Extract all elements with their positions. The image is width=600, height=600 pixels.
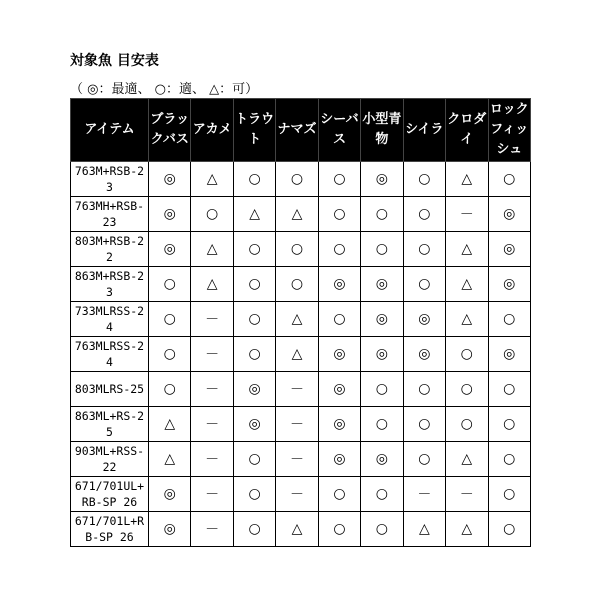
rating-cell	[361, 337, 403, 372]
rating-cell	[233, 302, 275, 337]
rating-mark: ○	[503, 486, 516, 502]
rating-cell	[149, 337, 191, 372]
rating-mark: ○	[248, 276, 261, 292]
rating-mark: －	[459, 487, 474, 503]
rating-cell	[318, 197, 360, 232]
rating-mark: ○	[333, 241, 346, 257]
rating-mark: △	[461, 241, 473, 257]
rating-mark: ○	[163, 346, 176, 362]
rating-cell	[403, 477, 445, 512]
rating-cell	[488, 372, 531, 407]
rating-cell	[191, 442, 233, 477]
column-header-catfish: ナマズ	[276, 99, 318, 162]
rating-mark: ○	[418, 451, 431, 467]
rating-cell	[276, 442, 318, 477]
table-row	[71, 372, 531, 407]
rating-mark: ○	[333, 171, 346, 187]
rating-cell	[233, 267, 275, 302]
rating-cell	[149, 477, 191, 512]
rating-cell	[233, 477, 275, 512]
rating-mark: －	[290, 487, 305, 503]
rating-cell	[446, 162, 488, 197]
rating-mark: ◎	[418, 346, 431, 362]
rating-mark: ○	[460, 346, 473, 362]
rating-mark: ○	[163, 276, 176, 292]
rating-cell	[318, 372, 360, 407]
rating-cell	[191, 372, 233, 407]
rating-cell	[149, 372, 191, 407]
item-cell: 863ML+RS-25	[71, 407, 149, 442]
rating-mark: ○	[290, 276, 304, 292]
table-row	[71, 232, 531, 267]
rating-cell	[446, 197, 488, 232]
header-row	[71, 99, 531, 162]
rating-cell	[191, 302, 233, 337]
item-cell: 763MLRSS-24	[71, 337, 149, 372]
rating-mark: ◎	[248, 416, 261, 432]
rating-mark: △	[291, 206, 303, 222]
rating-mark: ◎	[163, 521, 176, 537]
rating-cell	[233, 162, 275, 197]
rating-cell	[403, 232, 445, 267]
table-row	[71, 442, 531, 477]
rating-mark: ◎	[503, 206, 516, 222]
rating-cell	[191, 197, 233, 232]
rating-cell	[149, 162, 191, 197]
rating-cell	[191, 512, 233, 547]
column-header-akame: アカメ	[191, 99, 233, 162]
rating-cell	[191, 337, 233, 372]
rating-mark: ◎	[333, 381, 346, 397]
rating-mark: ○	[375, 206, 389, 222]
rating-mark: ○	[375, 241, 389, 257]
rating-cell	[446, 232, 488, 267]
rating-cell	[233, 407, 275, 442]
column-header-mahi-mahi: シイラ	[403, 99, 445, 162]
rating-mark: ◎	[333, 416, 346, 432]
rating-mark: △	[206, 171, 218, 187]
rating-cell	[446, 407, 488, 442]
rating-mark: ○	[290, 171, 304, 187]
rating-mark: ◎	[248, 381, 261, 397]
item-cell: 803M+RSB-22	[71, 232, 149, 267]
rating-mark: ○	[503, 451, 516, 467]
rating-mark: ○	[460, 381, 473, 397]
rating-cell	[149, 442, 191, 477]
rating-cell	[149, 302, 191, 337]
rating-cell	[191, 407, 233, 442]
rating-cell	[318, 442, 360, 477]
rating-mark: △	[164, 416, 176, 432]
rating-cell	[488, 337, 531, 372]
rating-cell	[488, 477, 531, 512]
rating-mark: －	[290, 382, 305, 398]
rating-cell	[233, 232, 275, 267]
table-title: 対象魚 目安表	[70, 53, 159, 69]
rating-mark: －	[290, 452, 305, 468]
rating-cell	[403, 267, 445, 302]
rating-cell	[488, 267, 531, 302]
rating-mark: ○	[418, 276, 431, 292]
rating-mark: ○	[248, 311, 261, 327]
table-row	[71, 197, 531, 232]
table-row	[71, 512, 531, 547]
item-cell: 763M+RSB-23	[71, 162, 149, 197]
rating-mark: －	[205, 452, 220, 468]
rating-mark: ○	[375, 416, 389, 432]
rating-cell	[191, 267, 233, 302]
rating-cell	[233, 442, 275, 477]
rating-mark: ○	[375, 381, 389, 397]
rating-cell	[149, 407, 191, 442]
target-fish-table	[70, 98, 531, 547]
rating-mark: ○	[503, 171, 516, 187]
rating-mark: ○	[418, 381, 431, 397]
rating-cell	[318, 337, 360, 372]
rating-mark: ○	[248, 241, 261, 257]
column-header-black-bass: ブラックバス	[149, 99, 191, 162]
rating-mark: －	[459, 207, 474, 223]
rating-cell	[318, 267, 360, 302]
rating-cell	[276, 267, 318, 302]
rating-cell	[446, 337, 488, 372]
rating-cell	[361, 162, 403, 197]
rating-mark: ○	[375, 486, 389, 502]
rating-cell	[318, 302, 360, 337]
rating-mark: －	[205, 382, 220, 398]
rating-mark: －	[205, 312, 220, 328]
rating-mark: ○	[503, 521, 516, 537]
rating-cell	[191, 232, 233, 267]
rating-mark: ○	[248, 521, 261, 537]
rating-cell	[318, 232, 360, 267]
rating-cell	[446, 512, 488, 547]
rating-cell	[149, 197, 191, 232]
rating-mark: ◎	[503, 346, 516, 362]
rating-mark: －	[205, 417, 220, 433]
table-row	[71, 267, 531, 302]
rating-cell	[446, 477, 488, 512]
rating-cell	[488, 197, 531, 232]
rating-cell	[276, 197, 318, 232]
rating-cell	[446, 302, 488, 337]
rating-mark: ○	[418, 241, 431, 257]
rating-mark: ◎	[375, 171, 389, 187]
column-header-small-bluefish: 小型青物	[361, 99, 403, 162]
rating-cell	[149, 512, 191, 547]
rating-cell	[149, 267, 191, 302]
rating-mark: △	[206, 276, 218, 292]
column-header-black-porgy: クロダイ	[446, 99, 488, 162]
rating-mark: △	[164, 451, 176, 467]
rating-mark: △	[461, 311, 473, 327]
rating-mark: △	[418, 521, 430, 537]
rating-mark: －	[417, 487, 432, 503]
rating-cell	[403, 162, 445, 197]
rating-mark: ◎	[163, 241, 176, 257]
rating-cell	[403, 197, 445, 232]
column-header-trout: トラウト	[233, 99, 275, 162]
rating-cell	[361, 232, 403, 267]
rating-mark: －	[205, 487, 220, 503]
rating-cell	[361, 267, 403, 302]
rating-mark: ◎	[503, 241, 516, 257]
rating-mark: ○	[248, 451, 261, 467]
rating-mark: ◎	[375, 276, 389, 292]
rating-cell	[191, 477, 233, 512]
rating-cell	[318, 162, 360, 197]
rating-mark: ○	[418, 171, 431, 187]
rating-mark: ○	[163, 381, 176, 397]
rating-cell	[446, 267, 488, 302]
rating-cell	[318, 407, 360, 442]
rating-cell	[403, 372, 445, 407]
rating-cell	[361, 407, 403, 442]
rating-mark: ◎	[333, 276, 346, 292]
rating-mark: △	[249, 206, 260, 222]
rating-mark: △	[461, 521, 473, 537]
rating-mark: ○	[163, 311, 176, 327]
rating-cell	[446, 372, 488, 407]
rating-mark: ◎	[163, 206, 176, 222]
rating-cell	[361, 372, 403, 407]
rating-cell	[361, 197, 403, 232]
rating-mark: △	[461, 171, 473, 187]
rating-cell	[446, 442, 488, 477]
rating-mark: △	[291, 311, 303, 327]
legend: （ ◎：最適、 ○：適、 △：可）	[70, 82, 259, 97]
column-header-seabass: シーバス	[318, 99, 360, 162]
rating-cell	[488, 302, 531, 337]
rating-mark: ◎	[375, 451, 389, 467]
rating-mark: △	[461, 276, 473, 292]
column-header-rockfish: ロックフィッシュ	[488, 99, 531, 162]
column-header-item: アイテム	[71, 99, 149, 162]
item-cell: 903ML+RSS-22	[71, 442, 149, 477]
rating-cell	[276, 477, 318, 512]
rating-cell	[488, 442, 531, 477]
rating-cell	[149, 232, 191, 267]
rating-cell	[276, 372, 318, 407]
rating-cell	[233, 337, 275, 372]
rating-mark: ○	[418, 206, 431, 222]
rating-mark: ○	[333, 486, 346, 502]
rating-mark: ○	[206, 206, 219, 222]
rating-cell	[318, 512, 360, 547]
rating-mark: ○	[460, 416, 473, 432]
table-row	[71, 162, 531, 197]
rating-mark: ○	[418, 416, 431, 432]
rating-mark: ◎	[503, 276, 516, 292]
rating-mark: ◎	[418, 311, 431, 327]
rating-cell	[403, 337, 445, 372]
rating-cell	[276, 512, 318, 547]
item-cell: 733MLRSS-24	[71, 302, 149, 337]
rating-mark: ○	[248, 486, 261, 502]
rating-mark: △	[291, 521, 303, 537]
rating-mark: ◎	[163, 171, 176, 187]
table-row	[71, 302, 531, 337]
rating-cell	[233, 512, 275, 547]
rating-cell	[276, 232, 318, 267]
rating-mark: ◎	[375, 311, 389, 327]
item-cell: 671/701UL+RB-SP 26	[71, 477, 149, 512]
rating-cell	[488, 232, 531, 267]
item-cell: 863M+RSB-23	[71, 267, 149, 302]
rating-mark: ○	[248, 171, 261, 187]
rating-mark: ○	[375, 521, 389, 537]
item-cell: 803MLRS-25	[71, 372, 149, 407]
rating-cell	[276, 302, 318, 337]
rating-cell	[276, 407, 318, 442]
rating-mark: △	[291, 346, 303, 362]
rating-cell	[361, 442, 403, 477]
rating-cell	[488, 162, 531, 197]
rating-cell	[488, 407, 531, 442]
rating-mark: ○	[503, 416, 516, 432]
rating-cell	[233, 197, 275, 232]
rating-mark: －	[290, 417, 305, 433]
rating-mark: ○	[503, 311, 516, 327]
rating-mark: ○	[290, 241, 304, 257]
item-cell: 763MH+RSB-23	[71, 197, 149, 232]
table-row	[71, 337, 531, 372]
table-row	[71, 407, 531, 442]
rating-cell	[361, 512, 403, 547]
rating-mark: ◎	[333, 346, 346, 362]
rating-cell	[403, 512, 445, 547]
rating-mark: －	[205, 347, 220, 363]
rating-mark: ○	[333, 206, 346, 222]
rating-mark: ◎	[333, 451, 346, 467]
rating-mark: ○	[333, 521, 346, 537]
rating-mark: ○	[333, 311, 346, 327]
rating-mark: ◎	[375, 346, 389, 362]
rating-cell	[403, 442, 445, 477]
rating-cell	[276, 162, 318, 197]
rating-cell	[276, 337, 318, 372]
item-cell: 671/701L+RB-SP 26	[71, 512, 149, 547]
rating-cell	[488, 512, 531, 547]
rating-cell	[318, 477, 360, 512]
rating-cell	[403, 407, 445, 442]
rating-cell	[361, 477, 403, 512]
rating-cell	[191, 162, 233, 197]
rating-cell	[403, 302, 445, 337]
rating-cell	[233, 372, 275, 407]
rating-cell	[361, 302, 403, 337]
rating-mark: －	[205, 522, 220, 538]
rating-mark: ◎	[163, 486, 176, 502]
rating-mark: ○	[503, 381, 516, 397]
table-row	[71, 477, 531, 512]
rating-mark: ○	[248, 346, 261, 362]
table-body	[71, 162, 531, 547]
rating-mark: △	[206, 241, 218, 257]
rating-mark: △	[461, 451, 473, 467]
